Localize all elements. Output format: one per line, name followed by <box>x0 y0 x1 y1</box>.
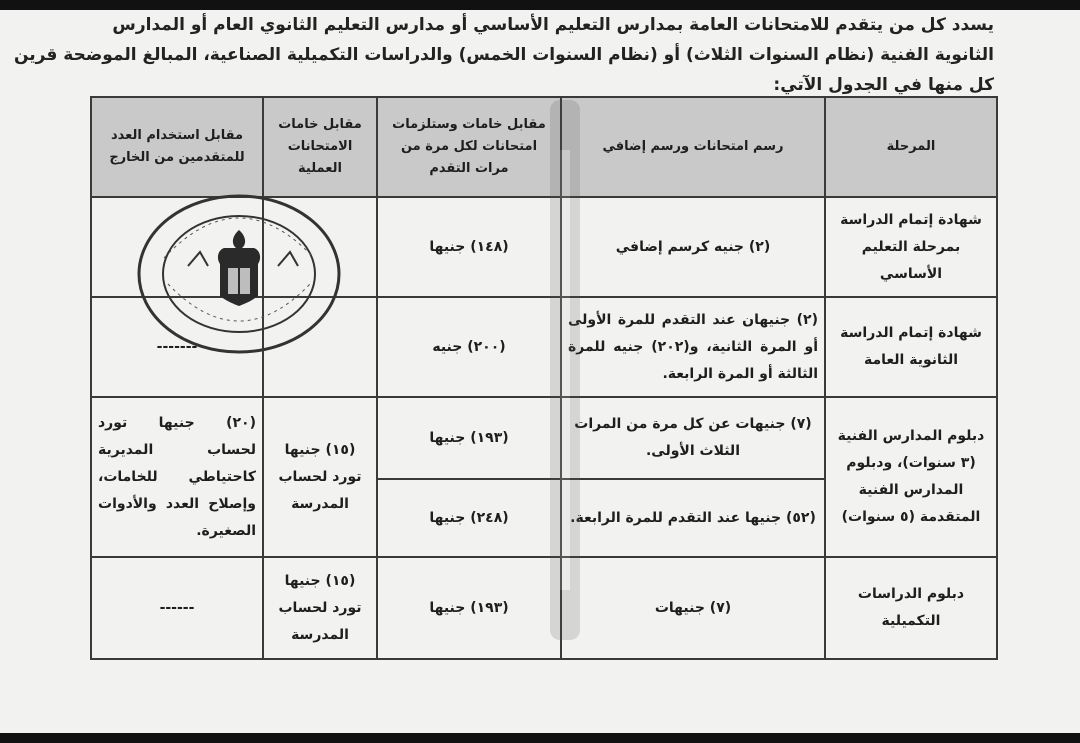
cell-fee-technical-a: (٧) جنيهات عن كل مرة من المرات الثلاث الأولى. <box>561 397 825 479</box>
cell-outside-secondary: ------- <box>91 297 263 397</box>
header-stage: المرحلة <box>825 97 997 197</box>
header-exam-materials: مقابل خامات وستلزمات امتحانات لكل مرة من مرات التقدم <box>377 97 561 197</box>
table-row <box>91 397 997 479</box>
fees-table <box>90 96 998 660</box>
cell-practical-complementary: (١٥) جنيها تورد لحساب المدرسة <box>263 557 377 659</box>
intro-line-1: يسدد كل من يتقدم للامتحانات العامة بمدارس التعليم الأساسي أو مدارس التعليم الثانوي العام أو المدارس <box>112 15 994 35</box>
cell-outside-complementary: ------ <box>91 557 263 659</box>
cell-fee-secondary: (٢) جنيهان عند التقدم للمرة الأولى أو المرة الثانية، و(٢٠٢) جنيه للمرة الثالثة أو المرة الرابعة. <box>561 297 825 397</box>
intro-paragraph <box>14 10 994 100</box>
table-row <box>91 297 997 397</box>
intro-line-2: الثانوية الفنية (نظام السنوات الثلاث) أو (نظام السنوات الخمس) والدراسات التكميلية الصناعية، المبالغ الموضحة قرين <box>14 45 994 65</box>
header-outside-tools: مقابل استخدام العدد للمتقدمين من الخارج <box>91 97 263 197</box>
document-page <box>0 10 1080 733</box>
intro-line-3: كل منها في الجدول الآتي: <box>773 75 994 95</box>
cell-exam-technical-a: (١٩٣) جنيها <box>377 397 561 479</box>
cell-stage-secondary: شهادة إتمام الدراسة الثانوية العامة <box>825 297 997 397</box>
cell-outside-technical: (٢٠) جنيها تورد لحساب المديرية كاحتياطي للخامات، وإصلاح العدد والأدوات الصغيرة. <box>91 397 263 557</box>
table-row <box>91 197 997 297</box>
cell-practical-basic <box>263 197 377 297</box>
header-fee: رسم امتحانات ورسم إضافي <box>561 97 825 197</box>
cell-practical-technical: (١٥) جنيها تورد لحساب المدرسة <box>263 397 377 557</box>
cell-stage-basic: شهادة إتمام الدراسة بمرحلة التعليم الأساسي <box>825 197 997 297</box>
cell-stage-technical: دبلوم المدارس الفنية (٣ سنوات)، ودبلوم المدارس الفنية المتقدمة (٥ سنوات) <box>825 397 997 557</box>
cell-fee-basic: (٢) جنيه كرسم إضافي <box>561 197 825 297</box>
cell-exam-complementary: (١٩٣) جنيها <box>377 557 561 659</box>
cell-outside-basic <box>91 197 263 297</box>
cell-exam-basic: (١٤٨) جنيها <box>377 197 561 297</box>
cell-fee-technical-b: (٥٢) جنيها عند التقدم للمرة الرابعة. <box>561 479 825 557</box>
cell-stage-complementary: دبلوم الدراسات التكميلية <box>825 557 997 659</box>
table-row <box>91 557 997 659</box>
cell-practical-secondary <box>263 297 377 397</box>
cell-fee-complementary: (٧) جنيهات <box>561 557 825 659</box>
table-header-row <box>91 97 997 197</box>
cell-exam-technical-b: (٢٤٨) جنيها <box>377 479 561 557</box>
cell-exam-secondary: (٢٠٠) جنيه <box>377 297 561 397</box>
header-practical-materials: مقابل خامات الامتحانات العملية <box>263 97 377 197</box>
